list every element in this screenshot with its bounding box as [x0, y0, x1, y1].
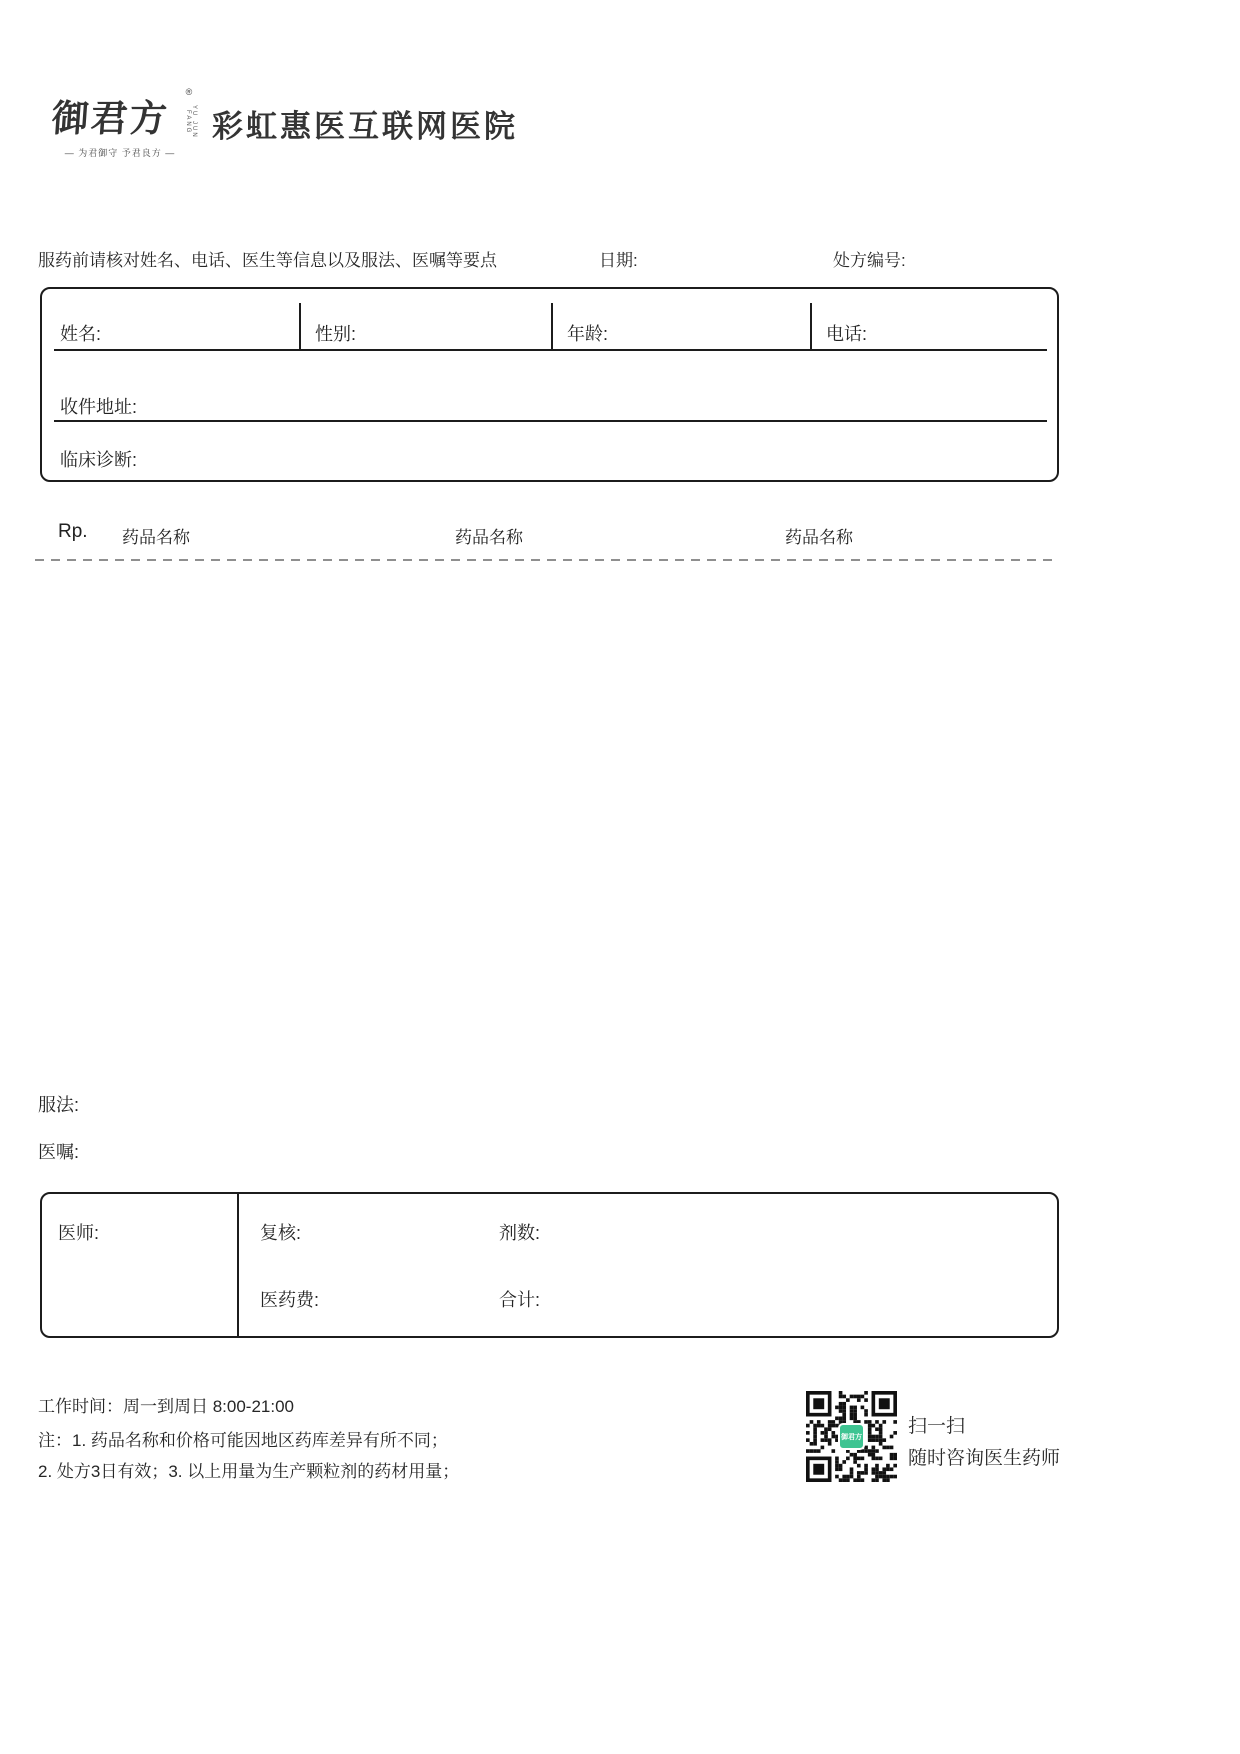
dose-count-label: 剂数:	[499, 1223, 541, 1243]
medicine-fee-label: 医药费:	[260, 1290, 320, 1310]
footer-note-line2: 2. 处方3日有效；3. 以上用量为生产颗粒剂的药材用量；	[38, 1462, 460, 1481]
registered-trademark-icon: ®	[185, 87, 193, 97]
clinical-diagnosis-label: 临床诊断:	[60, 450, 138, 470]
qr-center-logo: 御君方	[838, 1423, 865, 1450]
brand-logo-side	[182, 88, 196, 145]
patient-gender-label: 性别:	[315, 324, 357, 344]
divider	[54, 420, 1047, 422]
brand-logo-text: 御君方	[50, 96, 171, 140]
date-label: 日期:	[599, 251, 638, 270]
usage-label: 服法:	[38, 1095, 80, 1115]
patient-age-label: 年龄:	[567, 324, 609, 344]
drug-name-column-header: 药品名称	[785, 528, 853, 547]
divider	[299, 303, 301, 349]
qr-code	[806, 1391, 897, 1482]
qr-scan-label: 扫一扫	[908, 1416, 966, 1437]
doctor-label: 医师:	[58, 1223, 100, 1243]
hospital-title: 彩虹惠医互联网医院	[212, 109, 518, 144]
patient-phone-label: 电话:	[826, 324, 868, 344]
doctor-advice-label: 医嘱:	[38, 1142, 80, 1162]
patient-name-label: 姓名:	[60, 324, 102, 344]
divider	[237, 1194, 239, 1336]
shipping-address-label: 收件地址:	[60, 397, 138, 417]
rp-label: Rp.	[58, 521, 88, 542]
drug-name-column-header: 药品名称	[455, 528, 523, 547]
dashed-separator	[35, 559, 1058, 561]
divider	[810, 303, 812, 349]
total-label: 合计:	[499, 1290, 541, 1310]
signature-box	[40, 1192, 1059, 1338]
qr-scan-description: 随时咨询医生药师	[908, 1448, 1061, 1469]
patient-info-box	[40, 287, 1059, 482]
divider	[551, 303, 553, 349]
footer-note-line1: 注：1. 药品名称和价格可能因地区药库差异有所不同；	[38, 1431, 448, 1450]
review-label: 复核:	[260, 1223, 302, 1243]
brand-logo-tagline: — 为君御守 予君良方 —	[64, 148, 176, 158]
check-notice-text: 服药前请核对姓名、电话、医生等信息以及服法、医嘱等要点	[38, 251, 497, 270]
brand-logo-vertical-text: YU JUN FANG	[185, 105, 197, 139]
work-hours-text: 工作时间：周一到周日 8:00-21:00	[38, 1397, 295, 1416]
rx-number-label: 处方编号:	[833, 251, 906, 270]
drug-name-column-header: 药品名称	[122, 528, 190, 547]
divider	[54, 349, 1047, 351]
